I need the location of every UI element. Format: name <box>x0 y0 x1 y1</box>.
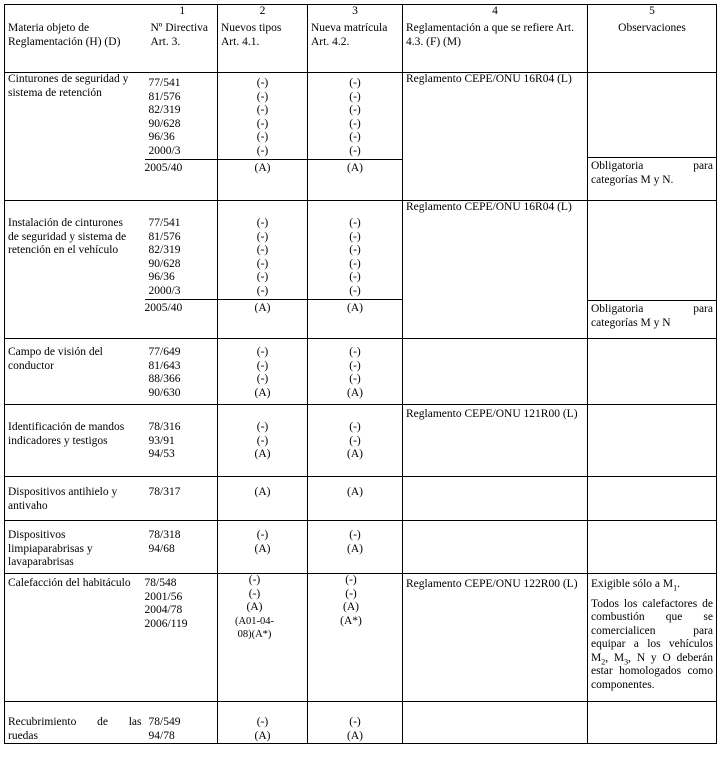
header-text: Nuevos tipos <box>221 22 282 34</box>
directiva-text: 94/53 <box>148 448 175 460</box>
value-text: (-) <box>349 346 361 358</box>
value-text: (-) <box>349 359 361 372</box>
directiva-cell <box>145 521 218 574</box>
value-text: (A) <box>347 542 363 555</box>
value-text: (-) <box>256 421 269 433</box>
materia-cell <box>5 339 145 405</box>
value-text: (-) <box>349 230 361 243</box>
directiva-text: 96/36 <box>148 271 175 283</box>
directiva-text: 94/68 <box>148 542 175 555</box>
value-text: (-) <box>256 77 269 89</box>
nueva-matricula-cell <box>308 702 403 744</box>
materia-text: lavaparabrisas <box>8 556 74 568</box>
directiva-text: 90/628 <box>148 117 181 130</box>
directiva-text: 2005/40 <box>145 159 218 176</box>
nueva-matricula-cell <box>308 477 403 521</box>
value-text: (-) <box>256 271 269 283</box>
value-text: (-) <box>256 346 269 358</box>
materia-text: Instalación de cinturones <box>8 217 123 229</box>
column-number: 4 <box>492 5 498 17</box>
materia-cell <box>5 477 145 521</box>
directiva-text: 78/318 <box>148 529 181 541</box>
directiva-text: 88/366 <box>148 373 181 385</box>
value-text: (-) <box>256 359 269 372</box>
observaciones-cell <box>588 201 717 339</box>
value-text: (-) <box>349 373 361 385</box>
header-text: Art. 4.1. <box>221 35 260 48</box>
header-text: Nº Directiva <box>150 22 209 34</box>
directiva-text: 81/576 <box>148 90 181 103</box>
materia-text: Dispositivos <box>8 529 66 541</box>
directiva-text: 77/649 <box>148 346 181 358</box>
value-text: (A) <box>218 299 307 316</box>
value-text: (A) <box>347 729 363 742</box>
directiva-text: 90/630 <box>148 386 181 399</box>
reglamento-cell <box>403 477 588 521</box>
value-text: (-) <box>349 217 361 229</box>
table-row <box>5 574 717 702</box>
value-text: (A) <box>246 601 263 613</box>
obs-subscript: 3 <box>624 656 629 666</box>
observaciones-cell <box>588 574 717 702</box>
value-text: (-) <box>349 77 361 89</box>
value-text: 08)(A*) <box>237 629 272 640</box>
value-text: (-) <box>256 131 269 143</box>
obs-text: categorías M y N <box>591 316 671 329</box>
header-text: Art. 3. <box>150 35 181 48</box>
value-text: (A) <box>347 386 363 399</box>
value-text: (A) <box>254 386 271 399</box>
materia-text: Dispositivos antihielo y <box>8 486 118 498</box>
directiva-text: 2000/3 <box>148 284 181 297</box>
value-text: (-) <box>256 217 269 229</box>
value-text: (-) <box>256 144 269 157</box>
materia-text: conductor <box>8 359 54 372</box>
value-text: (A01-04- <box>234 615 275 627</box>
reglamento-cell <box>403 339 588 405</box>
directiva-cell <box>145 339 218 405</box>
materia-cell <box>5 574 145 702</box>
value-text: (-) <box>256 529 269 541</box>
header-text: Reglamentación a que se refiere Art. <box>406 22 574 34</box>
value-text: (-) <box>256 117 269 130</box>
observaciones-cell <box>588 477 717 521</box>
directiva-text: 78/317 <box>148 486 181 498</box>
observaciones-cell <box>588 702 717 744</box>
directiva-text: 90/628 <box>148 257 181 270</box>
value-text: (A) <box>347 486 363 498</box>
header-reglamentacion <box>403 5 588 73</box>
materia-text: Campo de visión del <box>8 346 103 358</box>
value-text: (-) <box>256 716 269 728</box>
value-text: (A) <box>308 299 402 316</box>
reglamento-cell <box>403 574 588 702</box>
observaciones-cell <box>588 73 717 201</box>
materia-word: de <box>97 716 108 728</box>
directiva-text: 94/78 <box>148 729 175 742</box>
table-row <box>5 339 717 405</box>
directiva-cell <box>145 201 218 339</box>
reglamento-cell <box>403 73 588 201</box>
materia-justified <box>8 716 142 730</box>
materia-cell <box>5 405 145 477</box>
value-text: (-) <box>256 284 269 297</box>
value-text: (-) <box>256 104 269 116</box>
value-text: (-) <box>349 434 361 447</box>
materia-word: las <box>128 716 142 728</box>
directiva-text: 78/548 <box>144 577 177 589</box>
observaciones-cell <box>588 339 717 405</box>
value-text: (-) <box>349 257 361 270</box>
materia-word: Recubrimiento <box>8 716 77 728</box>
value-text: (A) <box>254 448 271 460</box>
reglamento-cell <box>403 702 588 744</box>
table-row <box>5 702 717 744</box>
column-number: 1 <box>179 5 186 17</box>
value-text: (-) <box>256 434 269 447</box>
nueva-matricula-cell <box>308 73 403 201</box>
value-text: (A) <box>218 159 307 176</box>
header-text: Art. 4.2. <box>311 35 350 48</box>
directiva-text: 81/643 <box>148 359 181 372</box>
directiva-cell <box>145 477 218 521</box>
header-text: Materia objeto de <box>8 22 90 34</box>
obs-text: Todos los calefactores de combustión que se comercialicen para equipar a los vehículos <box>591 597 713 650</box>
directiva-text: 93/91 <box>148 434 175 447</box>
header-text: 4.3. (F) (M) <box>406 35 461 48</box>
column-number: 5 <box>649 5 655 17</box>
directiva-text: 78/316 <box>148 421 181 433</box>
value-text: (A) <box>254 486 271 498</box>
directiva-text: 2006/119 <box>144 617 188 630</box>
value-text: (-) <box>256 90 269 103</box>
nuevos-tipos-cell <box>218 521 308 574</box>
nuevos-tipos-cell <box>218 339 308 405</box>
materia-cell <box>5 702 145 744</box>
obs-text: Exigible sólo a M <box>591 578 674 590</box>
value-text: (-) <box>349 244 361 256</box>
nueva-matricula-cell <box>308 521 403 574</box>
reglamento-text: Reglamento CEPE/ONU 16R04 (L) <box>406 73 572 85</box>
materia-text: de seguridad y sistema de <box>8 230 127 243</box>
directiva-text: 81/576 <box>148 230 181 243</box>
header-text: Nueva matrícula <box>311 22 388 34</box>
value-text: (-) <box>256 257 269 270</box>
materia-text: antivaho <box>8 499 48 512</box>
obs-text: para <box>693 303 713 315</box>
materia-cell <box>5 201 145 339</box>
nueva-matricula-cell <box>308 574 403 702</box>
value-text: (-) <box>256 373 269 385</box>
reglamento-text: Reglamento CEPE/ONU 122R00 (L) <box>406 578 578 590</box>
nuevos-tipos-cell <box>218 73 308 201</box>
directiva-text: 77/541 <box>148 217 181 229</box>
value-text: (-) <box>345 574 357 586</box>
obs-text: , M <box>605 651 625 664</box>
obs-subscript: 2 <box>601 656 606 666</box>
value-text: (-) <box>349 131 361 143</box>
value-text: (-) <box>349 716 361 728</box>
reglamento-cell <box>403 201 588 339</box>
value-text: (-) <box>349 117 361 130</box>
materia-text: sistema de retención <box>8 86 102 99</box>
directiva-text: 78/549 <box>148 716 181 728</box>
obs-text: M <box>591 651 602 664</box>
directiva-text: 77/541 <box>148 77 181 89</box>
materia-text: ruedas <box>8 729 39 742</box>
materia-text: retención en el vehículo <box>8 244 119 256</box>
directiva-text: 2001/56 <box>144 590 183 603</box>
table-row <box>5 73 717 201</box>
value-text: (-) <box>349 144 361 157</box>
obs-subscript: 1 <box>673 583 678 593</box>
directiva-cell <box>145 702 218 744</box>
value-text: (A) <box>347 448 363 460</box>
directiva-cell <box>145 574 218 702</box>
directiva-text: 2000/3 <box>148 144 181 157</box>
directiva-text: 82/319 <box>148 244 181 256</box>
value-text: (A) <box>254 729 271 742</box>
directiva-text: 2005/40 <box>145 299 218 316</box>
table-row <box>5 521 717 574</box>
value-text: (-) <box>349 529 361 541</box>
header-nuevos-tipos <box>218 5 308 73</box>
materia-text: Cinturones de seguridad y <box>8 73 129 85</box>
value-text: (-) <box>349 104 361 116</box>
value-text: (A) <box>254 542 271 555</box>
reglamento-cell <box>403 521 588 574</box>
nueva-matricula-cell <box>308 201 403 339</box>
header-directiva <box>145 5 218 73</box>
obs-text: para <box>693 160 713 172</box>
materia-text: indicadores y testigos <box>8 434 108 447</box>
materia-cell <box>5 73 145 201</box>
header-nueva-matricula <box>308 5 403 73</box>
value-text: (-) <box>349 284 361 297</box>
column-number: 2 <box>259 5 266 17</box>
directiva-text: 82/319 <box>148 104 181 116</box>
value-text: (-) <box>248 587 261 600</box>
nueva-matricula-cell <box>308 405 403 477</box>
column-number: 3 <box>352 5 358 17</box>
value-text: (-) <box>349 421 361 433</box>
observaciones-cell <box>588 405 717 477</box>
value-text: (-) <box>349 271 361 283</box>
value-text: (A) <box>308 159 402 176</box>
value-text: (-) <box>256 230 269 243</box>
value-text: (-) <box>345 587 357 600</box>
materia-cell <box>5 521 145 574</box>
reglamento-cell <box>403 405 588 477</box>
table-row <box>5 201 717 339</box>
directiva-cell <box>145 73 218 201</box>
directiva-text: 96/36 <box>148 131 175 143</box>
value-text: (-) <box>248 574 261 586</box>
reglamento-text: Reglamento CEPE/ONU 16R04 (L) <box>406 201 572 213</box>
table-row <box>5 405 717 477</box>
value-text: (A*) <box>340 614 362 627</box>
nuevos-tipos-cell <box>218 574 308 702</box>
value-text: (A) <box>343 601 359 613</box>
reglamento-text: Reglamento CEPE/ONU 121R00 (L) <box>406 408 578 420</box>
materia-text: limpiaparabrisas y <box>8 542 93 555</box>
header-text: Reglamentación (H) (D) <box>8 35 121 48</box>
obs-text: , N y O deberán estar homologados como componentes. <box>591 651 713 691</box>
nueva-matricula-cell <box>308 339 403 405</box>
nuevos-tipos-cell <box>218 405 308 477</box>
directiva-text: 2004/78 <box>144 604 183 616</box>
header-observaciones <box>588 5 717 73</box>
value-text: (-) <box>349 90 361 103</box>
nuevos-tipos-cell <box>218 702 308 744</box>
header-row <box>5 5 717 73</box>
materia-text: Identificación de mandos <box>8 421 125 433</box>
nuevos-tipos-cell <box>218 477 308 521</box>
obs-block: Exigible sólo a $M_1$. Todos los calefactores de combustión que se comercialicen para equipar a los vehículos $M_2$, $M_3$, N y O deberán estar homologados como componentes. <box>591 578 713 691</box>
materia-text: Calefacción del habitáculo <box>8 577 131 589</box>
table-row <box>5 477 717 521</box>
observaciones-cell <box>588 521 717 574</box>
header-text: Observaciones <box>618 22 686 34</box>
directiva-cell <box>145 405 218 477</box>
nuevos-tipos-cell <box>218 201 308 339</box>
header-materia <box>5 5 145 73</box>
obs-text: Obligatoria <box>591 160 644 172</box>
value-text: (-) <box>256 244 269 256</box>
obs-text: categorías M y N. <box>591 173 674 186</box>
obs-text: Obligatoria <box>591 303 644 315</box>
regulation-table <box>4 4 717 744</box>
